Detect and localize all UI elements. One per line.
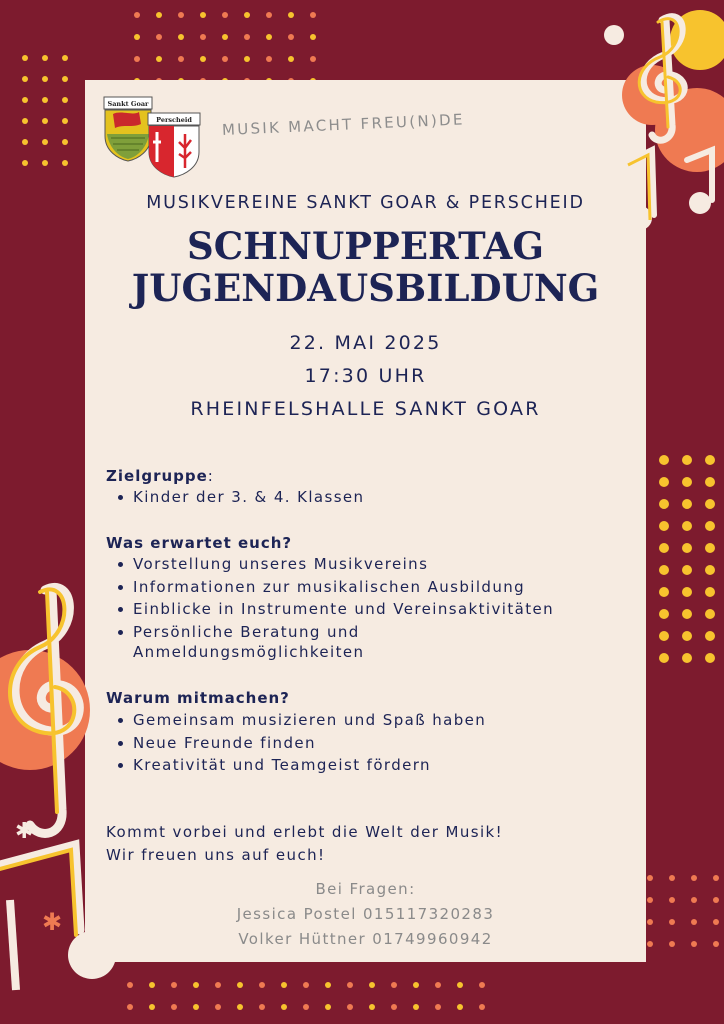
dot <box>171 982 177 988</box>
dot <box>178 12 184 18</box>
dot <box>303 1004 309 1010</box>
dot <box>413 982 419 988</box>
dot <box>62 76 68 82</box>
organizers-heading: MUSIKVEREINE SANKT GOAR & PERSCHEID <box>146 193 585 213</box>
dot <box>705 631 715 641</box>
dot <box>222 56 228 62</box>
dot <box>237 982 243 988</box>
dot <box>435 982 441 988</box>
dot <box>713 875 719 881</box>
event-venue: RHEINFELSHALLE SANKT GOAR <box>190 398 541 420</box>
dot <box>42 160 48 166</box>
dot <box>288 12 294 18</box>
dot <box>691 875 697 881</box>
dot <box>266 12 272 18</box>
list-item: Vorstellung unseres Musikvereins <box>118 553 554 576</box>
dot <box>134 56 140 62</box>
dot <box>682 565 692 575</box>
dot <box>237 1004 243 1010</box>
dot <box>200 56 206 62</box>
dot <box>134 12 140 18</box>
dot <box>391 982 397 988</box>
dot <box>171 1004 177 1010</box>
dot <box>193 982 199 988</box>
dot <box>62 118 68 124</box>
dot <box>713 897 719 903</box>
dot <box>42 76 48 82</box>
dot <box>659 543 669 553</box>
dot <box>156 56 162 62</box>
list-item: Persönliche Beratung und <box>118 621 554 644</box>
dot <box>259 982 265 988</box>
dot <box>369 982 375 988</box>
dot <box>288 56 294 62</box>
dot <box>288 34 294 40</box>
dot <box>682 499 692 509</box>
dot <box>682 477 692 487</box>
closing-line-2: Wir freuen uns auf euch! <box>106 846 326 864</box>
dot <box>134 34 140 40</box>
dot <box>659 455 669 465</box>
dot <box>457 982 463 988</box>
dot <box>222 12 228 18</box>
dot <box>669 875 675 881</box>
perscheid-crest-icon <box>147 112 201 178</box>
expectations-list <box>118 553 554 643</box>
event-time: 17:30 UHR <box>304 365 427 387</box>
dot <box>22 76 28 82</box>
list-item: Neue Freunde finden <box>118 732 486 755</box>
dot <box>62 55 68 61</box>
dot <box>22 139 28 145</box>
list-item: Kreativität und Teamgeist fördern <box>118 754 486 777</box>
dot <box>682 521 692 531</box>
dot <box>178 34 184 40</box>
event-date: 22. MAI 2025 <box>289 332 442 354</box>
dot <box>310 12 316 18</box>
dot <box>266 56 272 62</box>
dot <box>391 1004 397 1010</box>
dot <box>200 12 206 18</box>
dot <box>669 941 675 947</box>
dot <box>691 919 697 925</box>
dot <box>310 56 316 62</box>
dot <box>682 587 692 597</box>
dot <box>325 982 331 988</box>
dot <box>479 1004 485 1010</box>
dot <box>42 139 48 145</box>
dot <box>303 982 309 988</box>
dot <box>705 653 715 663</box>
contact-heading: Bei Fragen: <box>315 880 416 898</box>
dot <box>659 609 669 619</box>
dot <box>479 982 485 988</box>
sparkle-icon: ✱ <box>15 819 34 844</box>
dot <box>682 609 692 619</box>
dot <box>369 1004 375 1010</box>
dot <box>705 521 715 531</box>
dot <box>281 1004 287 1010</box>
svg-text:Perscheid: Perscheid <box>156 116 192 124</box>
dot <box>647 875 653 881</box>
dot <box>669 897 675 903</box>
dot <box>659 587 669 597</box>
dot <box>705 477 715 487</box>
why-heading: Warum mitmachen? <box>106 689 290 707</box>
dot <box>200 34 206 40</box>
list-item: Kinder der 3. & 4. Klassen <box>118 486 364 509</box>
dot <box>659 499 669 509</box>
dot <box>62 139 68 145</box>
dot <box>659 653 669 663</box>
dot <box>713 919 719 925</box>
dot <box>705 499 715 509</box>
dot <box>156 34 162 40</box>
list-item-continuation: Anmeldungsmöglichkeiten <box>133 643 365 661</box>
music-notes-bottom-left-decoration <box>0 570 130 1024</box>
dot <box>22 55 28 61</box>
dot <box>266 34 272 40</box>
dot <box>659 477 669 487</box>
dot <box>62 160 68 166</box>
target-group-heading: Zielgruppe: <box>106 467 214 485</box>
dot <box>347 1004 353 1010</box>
dot <box>42 97 48 103</box>
dot <box>705 455 715 465</box>
dot <box>659 565 669 575</box>
list-item: Einblicke in Instrumente und Vereinsaktivitäten <box>118 598 554 621</box>
expectations-heading: Was erwartet euch? <box>106 534 293 552</box>
dot <box>659 521 669 531</box>
dot <box>682 455 692 465</box>
contact-person-1: Jessica Postel 015117320283 <box>236 905 495 923</box>
dot <box>669 919 675 925</box>
dot <box>457 1004 463 1010</box>
list-item: Gemeinsam musizieren und Spaß haben <box>118 709 486 732</box>
dot <box>647 919 653 925</box>
contact-person-2: Volker Hüttner 01749960942 <box>238 930 493 948</box>
dot <box>682 543 692 553</box>
dot <box>244 34 250 40</box>
dot <box>149 982 155 988</box>
svg-text:Sankt Goar: Sankt Goar <box>107 100 149 108</box>
dot <box>62 97 68 103</box>
dot <box>691 941 697 947</box>
dot <box>22 160 28 166</box>
dot <box>178 56 184 62</box>
dot <box>156 12 162 18</box>
why-list <box>118 709 486 777</box>
dot <box>259 1004 265 1010</box>
dot <box>215 1004 221 1010</box>
dot <box>413 1004 419 1010</box>
dot <box>713 941 719 947</box>
dot <box>215 982 221 988</box>
tagline: MUSIK MACHT FREU(N)DE <box>221 110 466 139</box>
dot <box>647 897 653 903</box>
target-group-list <box>118 486 364 509</box>
dot <box>22 118 28 124</box>
sparkle-icon: ✱ <box>42 908 63 936</box>
dot <box>281 982 287 988</box>
dot <box>435 1004 441 1010</box>
dot <box>705 587 715 597</box>
dot <box>682 653 692 663</box>
dot <box>310 34 316 40</box>
dot <box>659 631 669 641</box>
dot <box>647 941 653 947</box>
dot <box>244 12 250 18</box>
dot <box>22 97 28 103</box>
dot <box>42 118 48 124</box>
dot <box>705 565 715 575</box>
dot <box>682 631 692 641</box>
closing-line-1: Kommt vorbei und erlebt die Welt der Musik! <box>106 823 504 841</box>
list-item: Informationen zur musikalischen Ausbildung <box>118 576 554 599</box>
dot <box>705 609 715 619</box>
title-line-2: JUGENDAUSBILDUNG <box>131 266 600 310</box>
sparkle-icon: ✱ <box>622 164 638 185</box>
dot <box>222 34 228 40</box>
dot <box>149 1004 155 1010</box>
dot <box>347 982 353 988</box>
dot <box>705 543 715 553</box>
title-line-1: SCHNUPPERTAG <box>187 224 544 268</box>
dot <box>193 1004 199 1010</box>
dot <box>42 55 48 61</box>
dot <box>691 897 697 903</box>
dot <box>325 1004 331 1010</box>
dot <box>244 56 250 62</box>
sankt-goar-crest-icon <box>103 96 153 162</box>
